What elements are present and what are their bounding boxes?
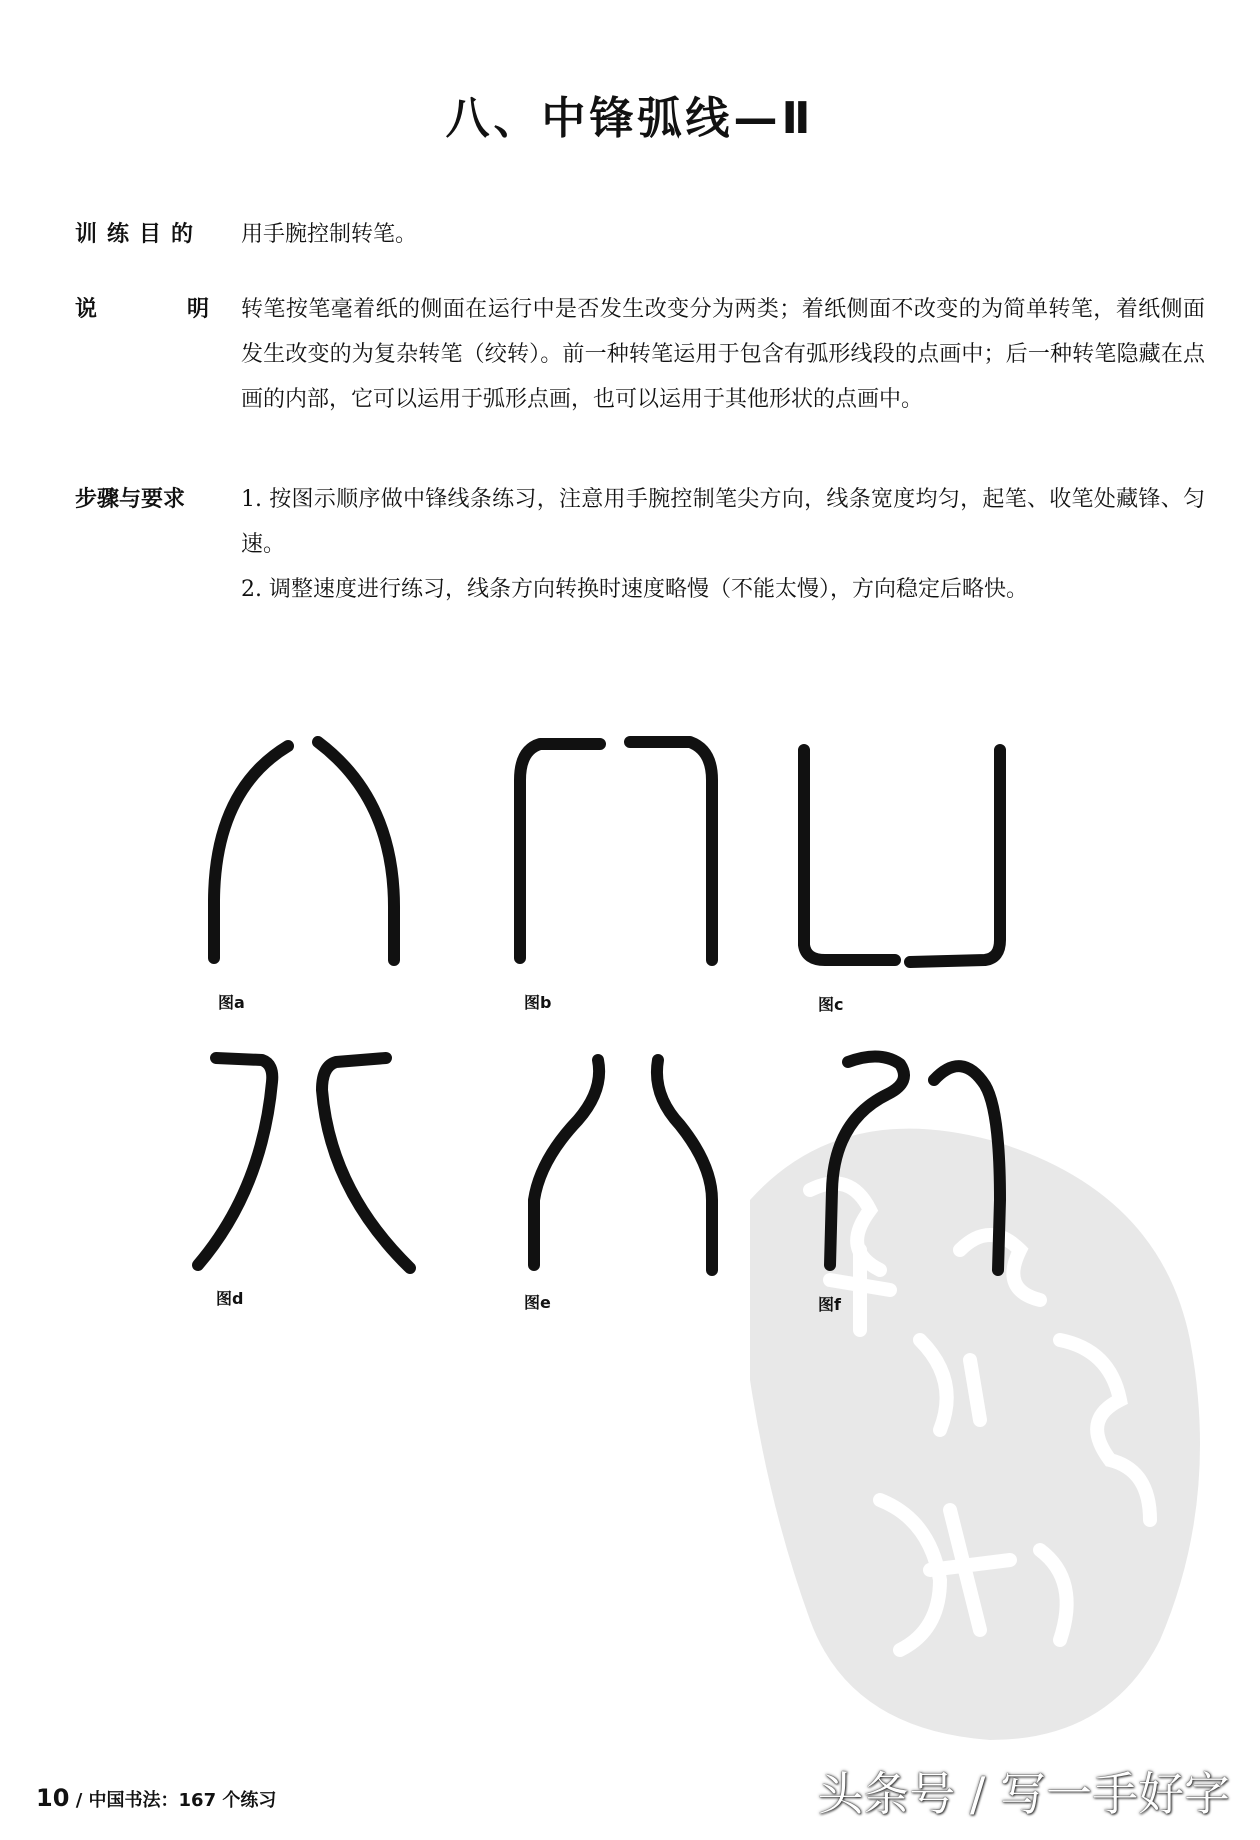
goal-label: 训练目的 <box>75 222 204 247</box>
description-label-left: 说 <box>75 297 98 322</box>
source-credit: 头条号 / 写一手好字 <box>817 1767 1230 1821</box>
figure-b-caption: 图b <box>524 993 552 1012</box>
fig-a-left-stroke <box>214 746 288 958</box>
figure-e-caption: 图e <box>524 1293 551 1312</box>
step-item-2: 2. 调整速度进行练习，线条方向转换时速度略慢（不能太慢），方向稳定后略快。 <box>241 577 1028 602</box>
fig-f-right-stroke <box>934 1066 1000 1270</box>
figure-d-caption: 图d <box>216 1289 244 1308</box>
fig-f-left-stroke <box>830 1056 904 1265</box>
description-text: 转笔按笔毫着纸的侧面在运行中是否发生改变分为两类；着纸侧面不改变的为简单转笔，着纸侧面发生改变的为复杂转笔（绞转）。前一种转笔运用于包含有弧形线段的点画中；后一种转笔隐藏在点画的内部，它可以运用于弧形点画，也可以运用于其他形状的点画中。 <box>241 297 1205 412</box>
page-number: 10 <box>36 1784 70 1812</box>
page-footer <box>36 1784 276 1812</box>
description-label-right: 明 <box>186 297 209 322</box>
step-item-1: 1. 按图示顺序做中锋线条练习，注意用手腕控制笔尖方向，线条宽度均匀，起笔、收笔处藏锋、匀速。 <box>241 487 1205 557</box>
fig-c-left-stroke <box>804 750 895 960</box>
book-title: / 中国书法：167 个练习 <box>75 1790 277 1811</box>
fig-c-right-stroke <box>910 750 1000 962</box>
fig-b-left-stroke <box>520 744 600 958</box>
figure-f-caption: 图f <box>818 1295 841 1314</box>
fig-e-left-stroke <box>534 1060 599 1265</box>
figure-a-caption: 图a <box>218 993 245 1012</box>
fig-a-right-stroke <box>318 742 394 960</box>
fig-d-right-stroke <box>322 1058 410 1268</box>
fig-d-left-stroke <box>198 1058 272 1265</box>
page-title: 八、中锋弧线—Ⅱ <box>445 93 815 144</box>
figure-c-caption: 图c <box>818 995 844 1014</box>
goal-text: 用手腕控制转笔。 <box>241 222 418 247</box>
fig-b-right-stroke <box>630 742 712 960</box>
steps-label: 步骤与要求 <box>75 487 186 512</box>
fig-e-right-stroke <box>657 1060 712 1270</box>
